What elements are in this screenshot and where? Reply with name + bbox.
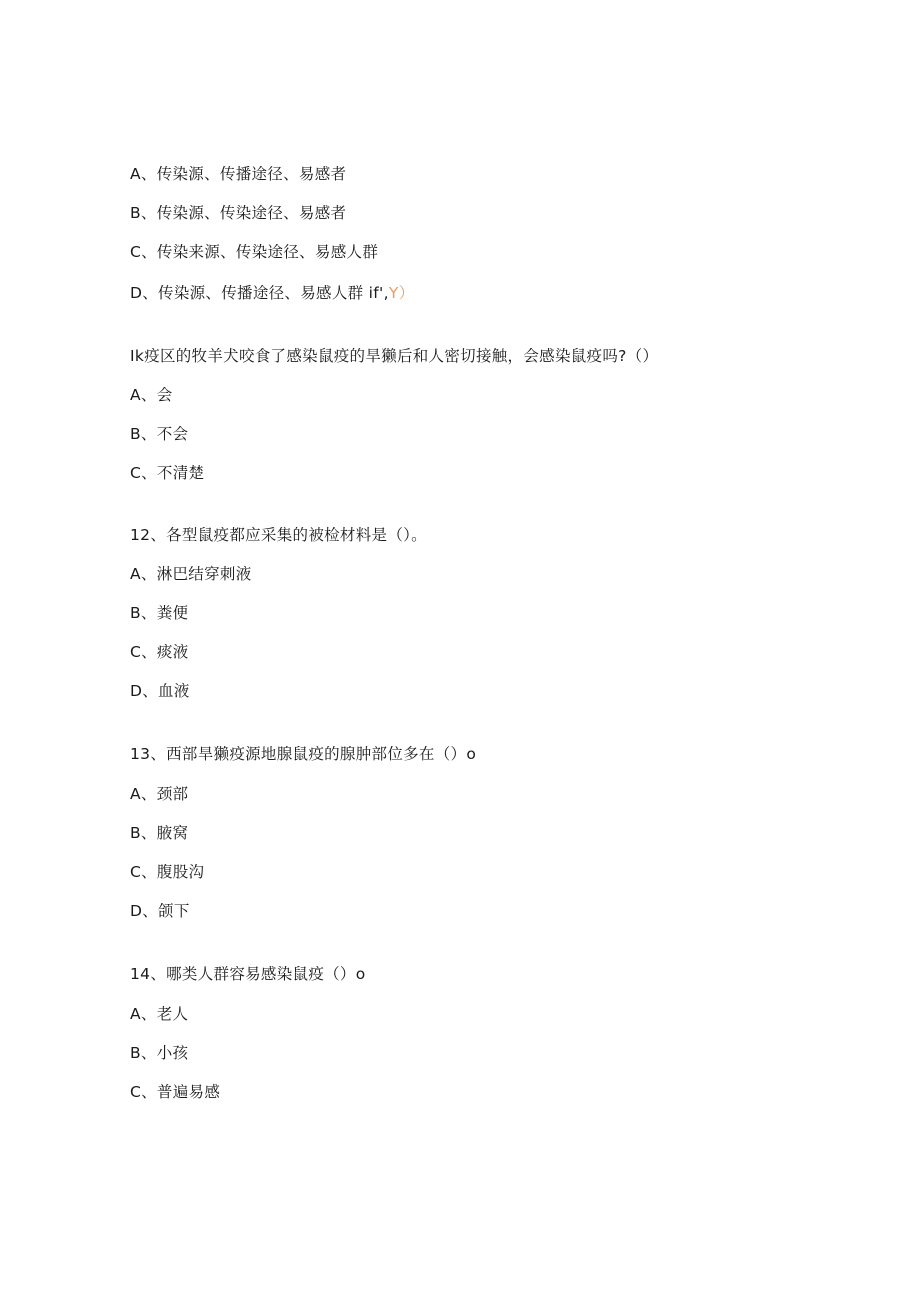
q12-option-a: A、淋巴结穿刺液 [130, 565, 252, 583]
q13-option-d: D、颌下 [130, 902, 190, 920]
question-11: Ik疫区的牧羊犬咬食了感染鼠疫的旱獭后和人密切接触，会感染鼠疫吗?（） [130, 347, 659, 365]
option-d-text: D、传染源、传播途径、易感人群 if', [130, 284, 389, 302]
option-a: A、传染源、传播途径、易感者 [130, 165, 347, 183]
option-c: C、传染来源、传染途径、易感人群 [130, 243, 379, 261]
question-13: 13、西部旱獭疫源地腺鼠疫的腺肿部位多在（）o [130, 745, 477, 763]
q14-option-c: C、普遍易感 [130, 1083, 221, 1101]
q11-option-a: A、会 [130, 386, 173, 404]
answer-annotation: Y） [388, 284, 415, 302]
q14-option-a: A、老人 [130, 1005, 189, 1023]
q12-option-d: D、血液 [130, 682, 190, 700]
question-12: 12、各型鼠疫都应采集的被检材料是（）。 [130, 526, 427, 544]
q13-option-a: A、颈部 [130, 785, 189, 803]
q11-option-b: B、不会 [130, 425, 189, 443]
q14-option-b: B、小孩 [130, 1044, 189, 1062]
q12-option-b: B、粪便 [130, 604, 189, 622]
option-d [130, 283, 414, 303]
option-b: B、传染源、传染途径、易感者 [130, 204, 347, 222]
q13-option-b: B、腋窝 [130, 824, 189, 842]
q12-option-c: C、痰液 [130, 643, 189, 661]
question-14: 14、哪类人群容易感染鼠疫（）o [130, 965, 366, 983]
q11-option-c: C、不清楚 [130, 464, 205, 482]
q13-option-c: C、腹股沟 [130, 863, 205, 881]
